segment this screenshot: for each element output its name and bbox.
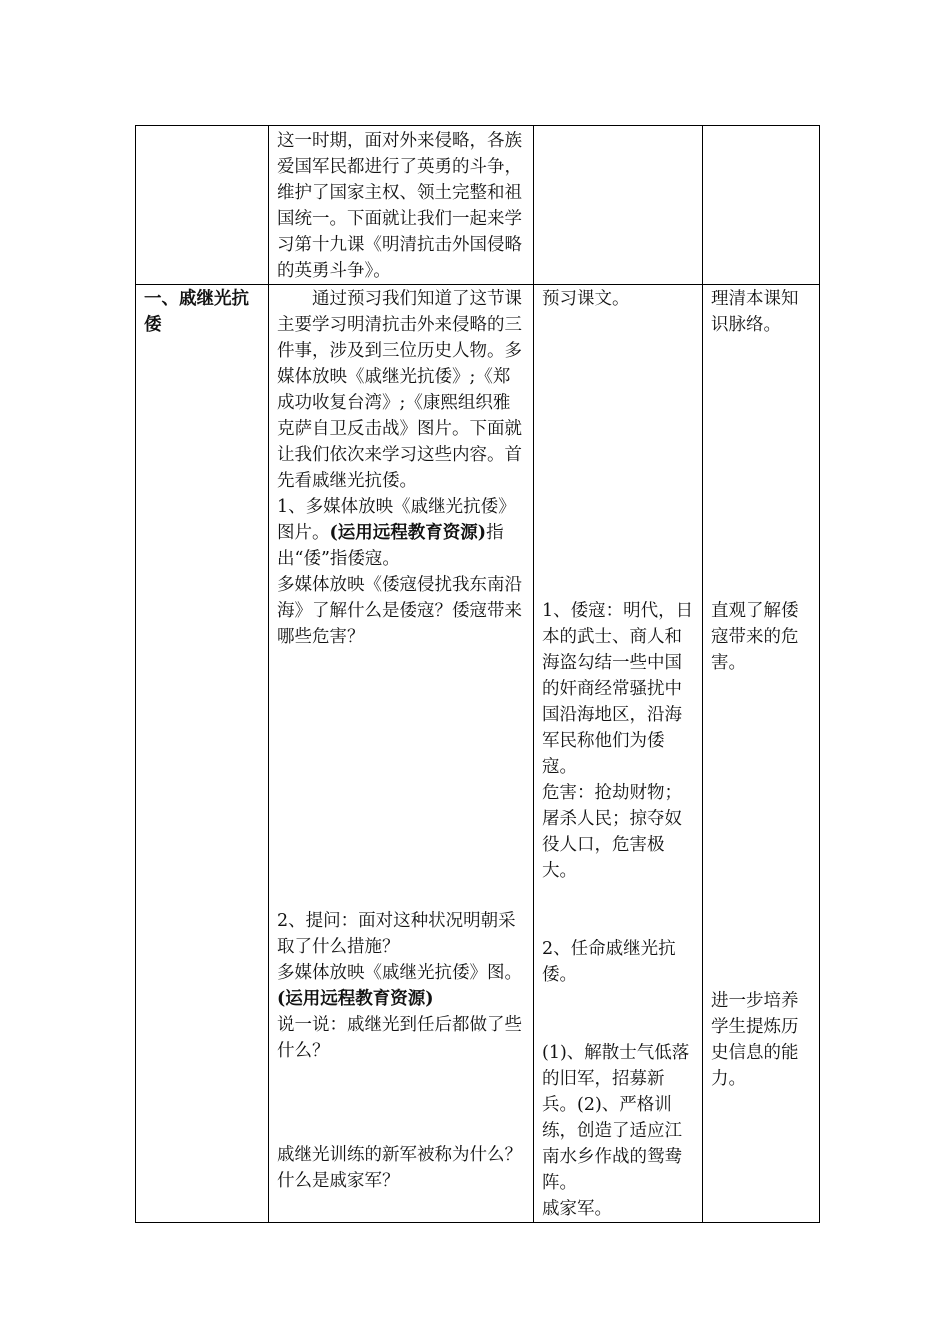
- remote-resource-note: (运用远程教育资源): [277, 989, 434, 1009]
- step3-question: 戚继光训练的新军被称为什么？: [277, 1145, 522, 1165]
- step1-question: 多媒体放映《倭寇侵扰我东南沿海》了解什么是倭寇？倭寇带来哪些危害？: [277, 575, 522, 647]
- student-activity-cell: [534, 285, 703, 1223]
- student-answer-4: 戚家军。: [542, 1199, 612, 1219]
- design-intent-cell: [703, 285, 820, 1223]
- intent-2: 直观了解倭寇带来的危害。: [711, 601, 799, 673]
- intro-paragraph: 通过预习我们知道了这节课主要学习明清抗击外来侵略的三件事，涉及到三位历史人物。多媒体放映《戚继光抗倭》;《郑成功收复台湾》;《康熙组织雅克萨自卫反击战》图片。下面就让我们依次来学习这些内容。首先看戚继光抗倭。: [277, 289, 522, 491]
- remote-resource-note: (运用远程教育资源): [329, 523, 487, 543]
- step1-text-b: 指出“倭”指倭寇。: [277, 523, 504, 569]
- intent-1: 理清本课知识脉络。: [711, 289, 799, 335]
- topic-cell: [136, 126, 269, 285]
- step2-media: 多媒体放映《戚继光抗倭》图。: [277, 963, 522, 983]
- student-answer-3: (1)、解散士气低落的旧军，招募新兵。(2)、严格训练，创造了适应江南水乡作战的鸳鸯阵。: [542, 1043, 690, 1193]
- table-row: [136, 285, 820, 1223]
- step1-text: 1、多媒体放映《戚继光抗倭》图片。: [277, 497, 516, 543]
- topic-heading: 一、戚继光抗倭: [144, 289, 249, 335]
- student-activity-cell: [534, 126, 703, 285]
- teacher-activity-cell: [269, 285, 534, 1223]
- design-intent-cell: [703, 126, 820, 285]
- step2-discussion: 说一说：戚继光到任后都做了些什么？: [277, 1015, 522, 1061]
- teacher-activity-cell: [269, 126, 534, 285]
- student-answer-2: 2、任命戚继光抗倭。: [542, 939, 676, 985]
- step3-question-b: 什么是戚家军？: [277, 1171, 400, 1191]
- topic-cell: [136, 285, 269, 1223]
- student-harm: 危害：抢劫财物；屠杀人民；掠夺奴役人口，危害极大。: [542, 783, 682, 881]
- step1-paragraph: [277, 494, 526, 572]
- intent-3: 进一步培养学生提炼历史信息的能力。: [711, 991, 799, 1089]
- lesson-plan-table: [135, 125, 820, 1223]
- student-answer-1: 1、倭寇：明代，日本的武士、商人和海盗勾结一些中国的奸商经常骚扰中国沿海地区，沿海军民称他们为倭寇。: [542, 601, 694, 777]
- intro-continuation-text: 这一时期，面对外来侵略，各族爱国军民都进行了英勇的斗争，维护了国家主权、领土完整和祖国统一。下面就让我们一起来学习第十九课《明清抗击外国侵略的英勇斗争》。: [277, 131, 522, 281]
- table-row: [136, 126, 820, 285]
- step2-question: 2、提问：面对这种状况明朝采取了什么措施？: [277, 911, 516, 957]
- student-preview: 预习课文。: [542, 289, 630, 309]
